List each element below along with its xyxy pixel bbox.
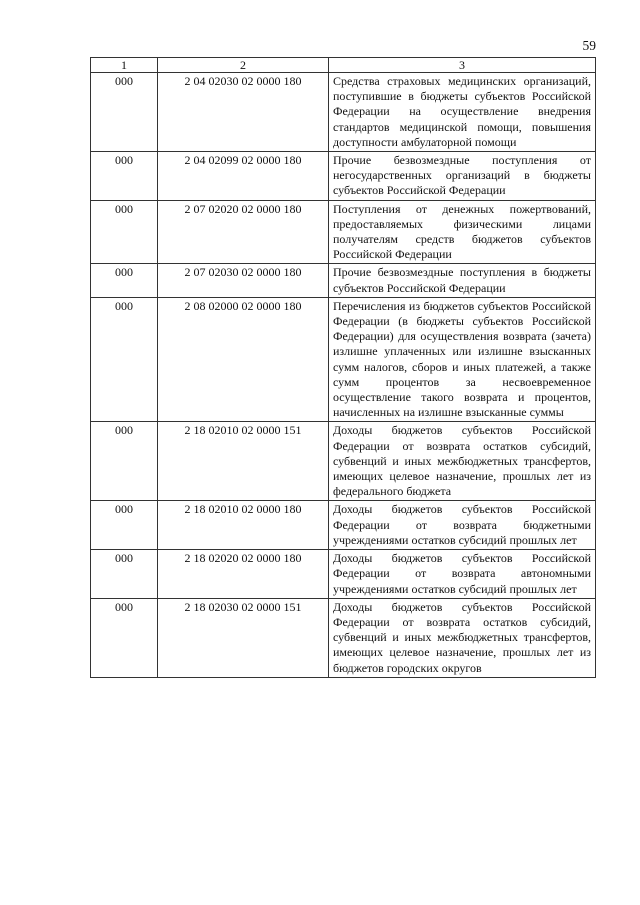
income-name-cell: Средства страховых медицинских организаций, поступившие в бюджеты субъектов Российской Федерации на осуществление внедрения стандартов медицинской помощи, повышения доступности амбулаторной помощи <box>329 73 596 152</box>
admin-code-cell: 000 <box>91 550 158 599</box>
budget-code-cell: 2 07 02030 02 0000 180 <box>158 264 329 297</box>
admin-code-cell: 000 <box>91 501 158 550</box>
column-header-3: 3 <box>329 58 596 73</box>
income-name-cell: Прочие безвозмездные поступления от негосударственных организаций в бюджеты субъектов Российской Федерации <box>329 152 596 201</box>
income-name-cell: Перечисления из бюджетов субъектов Российской Федерации (в бюджеты субъектов Российской Федерации) для осуществления возврата (зачета) излишне уплаченных или излишне взысканных сумм налогов, сборов и иных платежей, а также сумм процентов за несвоевременное осуществление такого возврата и процентов, начисленных на излишне взысканные суммы <box>329 297 596 422</box>
table-row <box>91 200 596 264</box>
admin-code-cell: 000 <box>91 422 158 501</box>
budget-code-cell: 2 04 02030 02 0000 180 <box>158 73 329 152</box>
admin-code-cell: 000 <box>91 152 158 201</box>
table-row <box>91 152 596 201</box>
budget-code-cell: 2 18 02030 02 0000 151 <box>158 598 329 677</box>
admin-code-cell: 000 <box>91 264 158 297</box>
income-name-cell: Прочие безвозмездные поступления в бюджеты субъектов Российской Федерации <box>329 264 596 297</box>
table-row <box>91 73 596 152</box>
admin-code-cell: 000 <box>91 200 158 264</box>
table-header-row <box>91 58 596 73</box>
income-name-cell: Поступления от денежных пожертвований, предоставляемых физическими лицами получателям средств бюджетов субъектов Российской Федерации <box>329 200 596 264</box>
table-row <box>91 501 596 550</box>
income-name-cell: Доходы бюджетов субъектов Российской Федерации от возврата остатков субсидий, субвенций и иных межбюджетных трансфертов, имеющих целевое назначение, прошлых лет из федерального бюджета <box>329 422 596 501</box>
budget-code-cell: 2 18 02010 02 0000 151 <box>158 422 329 501</box>
page-number: 59 <box>582 38 596 53</box>
table-row <box>91 264 596 297</box>
budget-code-cell: 2 18 02010 02 0000 180 <box>158 501 329 550</box>
table-row <box>91 297 596 422</box>
column-header-1: 1 <box>91 58 158 73</box>
table-row <box>91 598 596 677</box>
admin-code-cell: 000 <box>91 73 158 152</box>
income-name-cell: Доходы бюджетов субъектов Российской Федерации от возврата автономными учреждениями остатков субсидий прошлых лет <box>329 550 596 599</box>
admin-code-cell: 000 <box>91 598 158 677</box>
income-name-cell: Доходы бюджетов субъектов Российской Федерации от возврата остатков субсидий, субвенций и иных межбюджетных трансфертов, имеющих целевое назначение, прошлых лет из бюджетов городских округов <box>329 598 596 677</box>
budget-code-cell: 2 18 02020 02 0000 180 <box>158 550 329 599</box>
income-name-cell: Доходы бюджетов субъектов Российской Федерации от возврата бюджетными учреждениями остатков субсидий прошлых лет <box>329 501 596 550</box>
budget-code-cell: 2 04 02099 02 0000 180 <box>158 152 329 201</box>
budget-classification-table <box>90 57 596 678</box>
column-header-2: 2 <box>158 58 329 73</box>
budget-code-cell: 2 08 02000 02 0000 180 <box>158 297 329 422</box>
admin-code-cell: 000 <box>91 297 158 422</box>
budget-code-cell: 2 07 02020 02 0000 180 <box>158 200 329 264</box>
table-row <box>91 550 596 599</box>
table-row <box>91 422 596 501</box>
